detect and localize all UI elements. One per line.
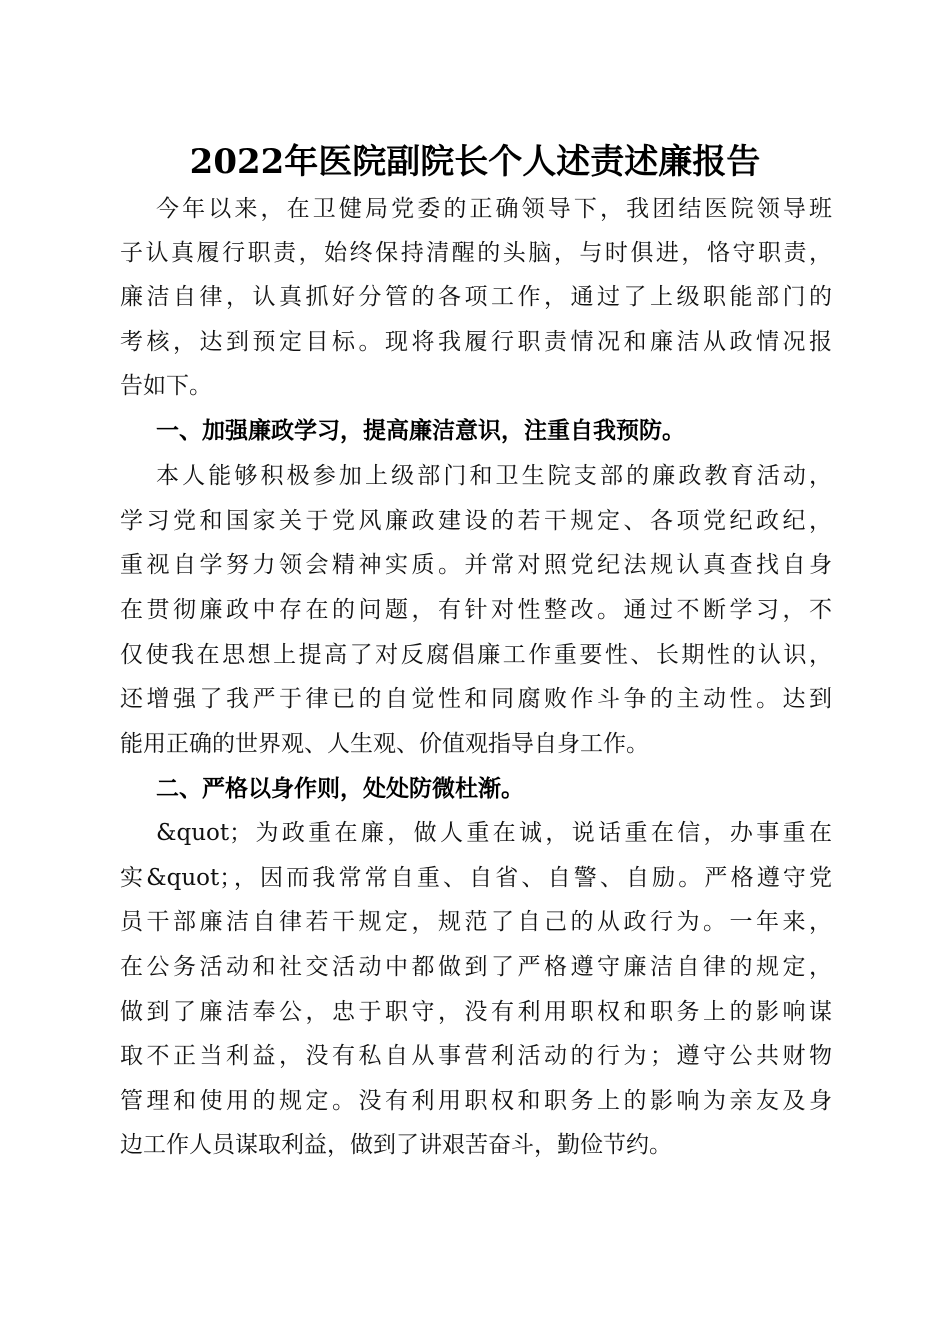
paragraph-2-line-2: 学习党和国家关于党风廉政建设的若干规定、各项党纪政纪， xyxy=(120,508,832,534)
paragraph-1-line-4: 考核，达到预定目标。现将我履行职责情况和廉洁从政情况报 xyxy=(120,329,832,355)
paragraph-3-line-2: 实&quot；，因而我常常自重、自省、自警、自励。严格遵守党 xyxy=(120,865,832,891)
paragraph-2-line-4: 在贯彻廉政中存在的问题，有针对性整改。通过不断学习，不 xyxy=(120,597,832,623)
section-heading-1: 一、加强廉政学习，提高廉洁意识，注重自我预防。 xyxy=(156,418,685,444)
paragraph-1-line-3: 廉洁自律，认真抓好分管的各项工作，通过了上级职能部门的 xyxy=(120,284,832,310)
paragraph-3-line-7: 管理和使用的规定。没有利用职权和职务上的影响为亲友及身 xyxy=(120,1088,832,1114)
paragraph-3-line-3: 员干部廉洁自律若干规定，规范了自己的从政行为。一年来， xyxy=(120,909,832,935)
paragraph-1-line-2: 子认真履行职责，始终保持清醒的头脑，与时俱进，恪守职责， xyxy=(120,240,832,266)
paragraph-1-line-1: 今年以来，在卫健局党委的正确领导下，我团结医院领导班 xyxy=(156,196,832,222)
paragraph-3-line-6: 取不正当利益，没有私自从事营利活动的行为；遵守公共财物 xyxy=(120,1043,832,1069)
section-heading-2: 二、严格以身作则，处处防微杜渐。 xyxy=(156,776,524,802)
paragraph-3-line-4: 在公务活动和社交活动中都做到了严格遵守廉洁自律的规定， xyxy=(120,954,832,980)
document-title: 2022年医院副院长个人述责述廉报告 xyxy=(189,142,761,182)
paragraph-2-line-7: 能用正确的世界观、人生观、价值观指导自身工作。 xyxy=(120,731,649,757)
paragraph-2-line-5: 仅使我在思想上提高了对反腐倡廉工作重要性、长期性的认识， xyxy=(120,642,832,668)
paragraph-3-line-8: 边工作人员谋取利益，做到了讲艰苦奋斗，勤俭节约。 xyxy=(120,1132,672,1158)
paragraph-2-line-1: 本人能够积极参加上级部门和卫生院支部的廉政教育活动， xyxy=(156,463,832,489)
paragraph-2-line-3: 重视自学努力领会精神实质。并常对照党纪法规认真查找自身 xyxy=(120,552,832,578)
paragraph-2-line-6: 还增强了我严于律已的自觉性和同腐败作斗争的主动性。达到 xyxy=(120,686,832,712)
paragraph-3-line-1: &quot；为政重在廉，做人重在诚，说话重在信，办事重在 xyxy=(156,820,832,846)
paragraph-3-line-5: 做到了廉洁奉公，忠于职守，没有利用职权和职务上的影响谋 xyxy=(120,999,832,1025)
paragraph-1-line-5: 告如下。 xyxy=(120,373,212,399)
